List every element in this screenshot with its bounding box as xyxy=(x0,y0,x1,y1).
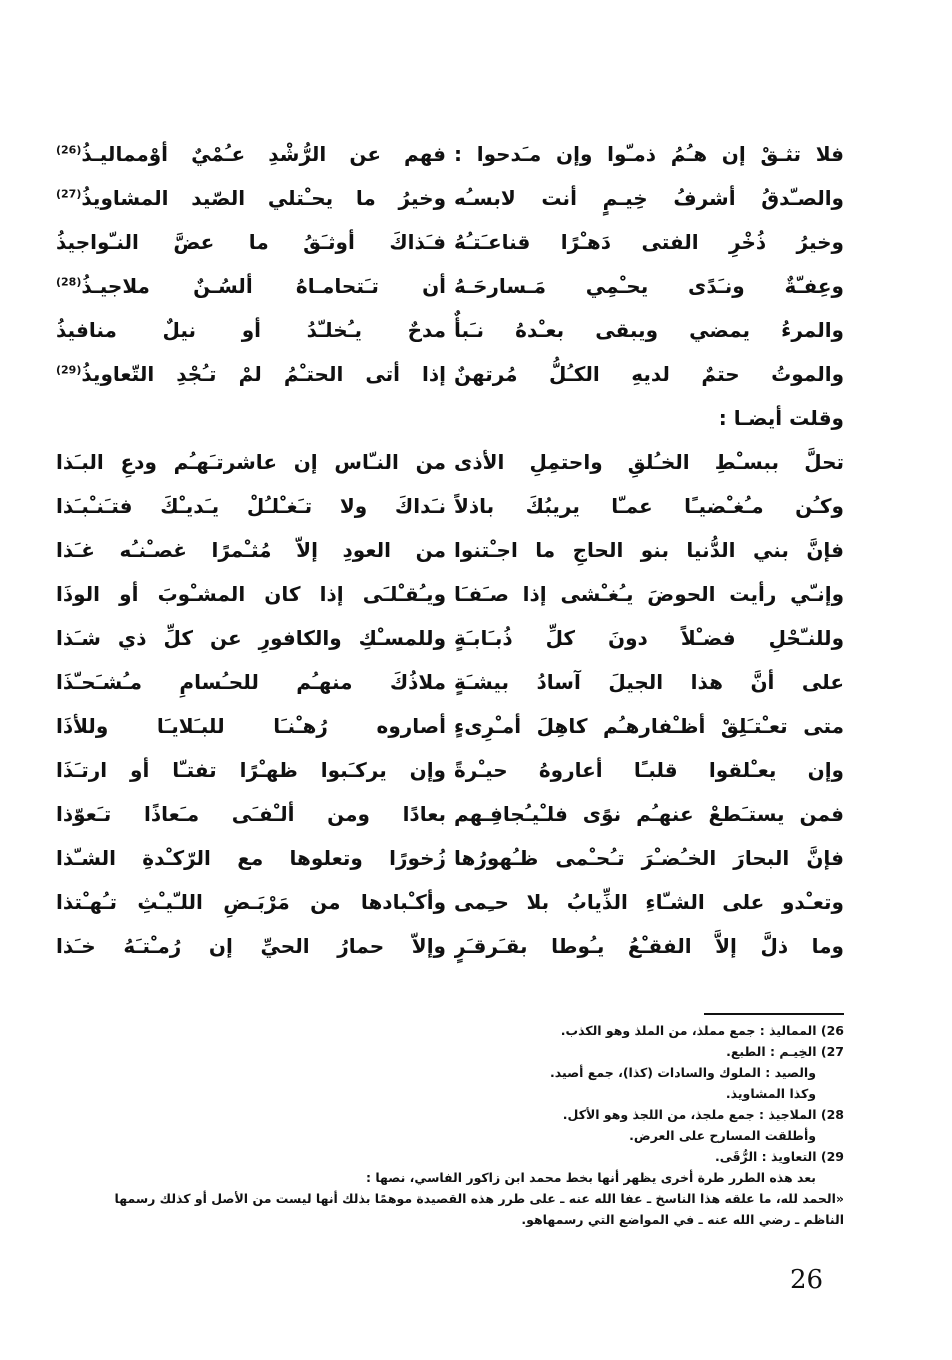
poem-column-left xyxy=(56,132,446,968)
verse-line: والموتُ حتمٌ لديهِ الكـُلُّ مُرتهنٌ xyxy=(454,362,844,386)
verse-text: مدحٌ يـُخلـّدُ أو نيلٌ منافيذُ xyxy=(56,318,446,342)
verse-line: وإنـّي رأيت الحوضَ يـُغـْشى إذا صـَفـَا xyxy=(454,582,844,606)
verse-line: وإن يركـَبوا ظهـْرًا تفتـّا أو ارتـَذَا xyxy=(56,758,446,782)
footnote-line: 27) الخِيـم : الطبع. xyxy=(726,1044,844,1059)
footnote-line: 29) التعاويذ : الرُّقَى. xyxy=(714,1149,844,1164)
footnote-line: وأطلقت المسارح على العرض. xyxy=(629,1128,816,1143)
verse-line: وكـُن مـُغـْضيـًا عمـّا يريبُكَ باذلاً xyxy=(454,494,844,518)
verse-line: وأكـْبادها من مَرْبَـضِ اللـّيـْثِ تـُهـْتذا xyxy=(56,890,446,914)
verse-line: وعِفـّةٌ ونـَدًى يحـْمِي مَـسارحَـهُ xyxy=(454,274,844,298)
verse-line: فلا تثـقْ إن هـُمُ ذمـّوا وإن مـَدحوا : xyxy=(454,142,844,166)
footnote-line: 28) الملاجيذ : جمع ملجذ، من اللجذ وهو الأكل. xyxy=(562,1107,844,1122)
verse-text: إذا أتى الحتـْمُ لمْ تـُجْدِ التّعاويذُ xyxy=(81,362,446,386)
verse-line: متى تعـْتـَلِقْ أظـْفارهـُم كاهِلَ أمـْرِىءٍ xyxy=(454,714,844,738)
verse-line xyxy=(56,220,446,264)
verse-text: فهم عن الرُّشْدِ عـُمْيٌ أوْمماليـذُ xyxy=(81,142,446,166)
verse-text: فـَذاكَ أوثـَقُ ما عضَّ النـّواجيذُ xyxy=(56,230,446,254)
verse-line: والمرءُ يمضي ويبقى بعـْدهُ نـَبأٌ xyxy=(454,318,844,342)
verse-line: فإنَّ البحارَ الخـُضـْرَ تـُحـْمى ظـُهورُها xyxy=(454,846,844,870)
footnote-ref: (27) xyxy=(56,187,82,201)
verse-line xyxy=(56,352,446,396)
page-number: 26 xyxy=(790,1265,824,1295)
verse-line: وما ذلَّ إلاَّ الفقـْعُ يـُوطا بقـَرقـَرٍ xyxy=(454,934,844,958)
footnotes xyxy=(104,1020,844,1230)
verse-line: أصاروه رُهـْنـَا للبـَلايـَا وللأذَا xyxy=(56,714,446,738)
footnote-line: وكذا المشاويذ. xyxy=(725,1086,816,1101)
verse-line xyxy=(56,176,446,220)
verse-line: زُخورًا وتعلوها مع الرّكـْدةِ الشـّذا xyxy=(56,846,446,870)
verse-line: ويـُقـْلـَى إذا كان المشـْوبَ أو الوذَا xyxy=(56,582,446,606)
verse-line: على أنَّ هذا الجيلَ آسادُ بيشـَةٍ xyxy=(454,670,844,694)
verse-line: من العودِ إلاّ مُثـْمرًا غصـْنـُه غـَذا xyxy=(56,538,446,562)
verse-line: نـَداكَ ولا تـَغـْلـُلْ يـَديـْكَ فتـَنـْبـَذا xyxy=(56,494,446,518)
footnote-quote: «الحمد لله، ما علقه هذا الناسخ ـ عفا الله عنه ـ على طرر هذه القصيدة موهمًا بذلك أنها ليست من الأصل أو كذلك رسمها الناظم ـ رضي الله عنه ـ في المواضع التي رسمهاهو. xyxy=(114,1191,844,1227)
footnote-ref: (29) xyxy=(56,363,82,377)
verse-line: وللمسـْكِ والكافورِ عن كلِّ ذي شـَذا xyxy=(56,626,446,650)
verse-line: وخيرُ ذُخْرِ الفتى دَهـْرًا قناعـَتـُهُ xyxy=(454,230,844,254)
footnote-line: بعد هذه الطرر طرة أخرى يظهر أنها بخط محمد ابن زاكور الفاسي، نصها : xyxy=(366,1170,816,1185)
verse-line: وللنـّحْلِ فضـْلاً دونَ كلِّ ذُبـَابـَةٍ xyxy=(454,626,844,650)
verse-line: وتعـْدو على الشـّاءِ الذِّيابُ بلا حـِمى xyxy=(454,890,844,914)
footnote-divider xyxy=(704,1013,844,1015)
verse-line: وإن يعـْلقوا قلبـًا أعاروهُ حيـْرةً xyxy=(454,758,844,782)
verse-line: فمن يستـَطعْ عنهـُم نوًى فلـْيـُجافِـهم xyxy=(454,802,844,826)
section-heading: وقلت أيضـا : xyxy=(718,406,844,430)
verse-line: وإلاّ حمارُ الحيِّ إن رُمـْتـَهُ خـَذا xyxy=(56,934,446,958)
footnote-line: 26) المماليذ : جمع مملذ، من الملذ وهو الكذب. xyxy=(560,1023,844,1038)
footnote-line: والصيد : الملوك والسادات (كذا)، جمع أصيد. xyxy=(550,1065,816,1080)
verse-line xyxy=(56,132,446,176)
verse-line xyxy=(56,264,446,308)
verse-text: وخيرُ ما يحـْتلي الصّيد المشاويذُ xyxy=(81,186,446,210)
verse-line: من النـّاس إن عاشرتـَهـُم ودعِ البـَذا xyxy=(56,450,446,474)
stanza-gap xyxy=(56,396,446,440)
verse-line xyxy=(56,308,446,352)
verse-line: بعادًا ومن ألـْفـَى مـَعاذًا تـَعوّذا xyxy=(56,802,446,826)
verse-text: أن تـَتحامـاهُ ألسُـنٌ ملاجيـذُ xyxy=(81,274,446,298)
footnote-ref: (26) xyxy=(56,143,82,157)
verse-line: فإنَّ بني الدُّنيا بنو الحاجِ ما اجـْتنوا xyxy=(454,538,844,562)
verse-line: تحلَّ ببسـْطِ الخـُلقِ واحتمِلِ الأذى xyxy=(454,450,844,474)
verse-line: والصـّدقُ أشرفُ خِيـمٍ أنت لابسـُه xyxy=(454,186,844,210)
verse-line: ملاذُكَ منهـُم للحـُسامِ مـُشـَحـّذَا xyxy=(56,670,446,694)
footnote-ref: (28) xyxy=(56,275,82,289)
poem-column-right xyxy=(454,132,844,968)
